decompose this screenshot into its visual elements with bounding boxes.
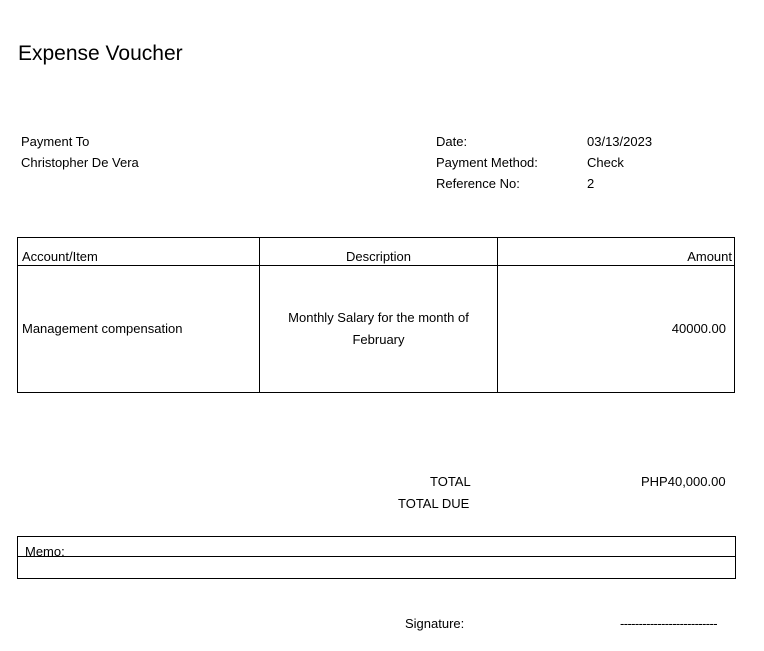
table-row [18, 266, 735, 393]
reference-no-value: 2 [587, 176, 595, 191]
payment-to-label: Payment To [21, 134, 90, 149]
header-description: Description [260, 238, 498, 266]
payee-name: Christopher De Vera [21, 155, 139, 170]
memo-box [17, 536, 736, 579]
items-table [17, 237, 735, 393]
total-value: PHP40,000.00 [641, 474, 726, 489]
items-header-row [18, 238, 735, 266]
date-label: Date: [436, 134, 468, 149]
row-description: Monthly Salary for the month of February [260, 266, 498, 393]
memo-divider [18, 556, 735, 557]
row-account-item: Management compensation [18, 266, 260, 393]
header-amount: Amount [498, 238, 735, 266]
date-value: 03/13/2023 [587, 134, 653, 149]
row-amount: 40000.00 [498, 266, 735, 393]
total-label: TOTAL [430, 474, 471, 489]
memo-label: Memo: [25, 544, 65, 559]
payment-method-label: Payment Method: [436, 155, 538, 170]
signature-label: Signature: [405, 616, 465, 631]
payment-method-value: Check [587, 155, 624, 170]
voucher-title: Expense Voucher [18, 42, 183, 65]
total-due-label: TOTAL DUE [398, 496, 470, 511]
reference-no-label: Reference No: [436, 176, 520, 191]
signature-line: -------------------------- [620, 616, 717, 631]
header-account-item: Account/Item [18, 238, 260, 266]
